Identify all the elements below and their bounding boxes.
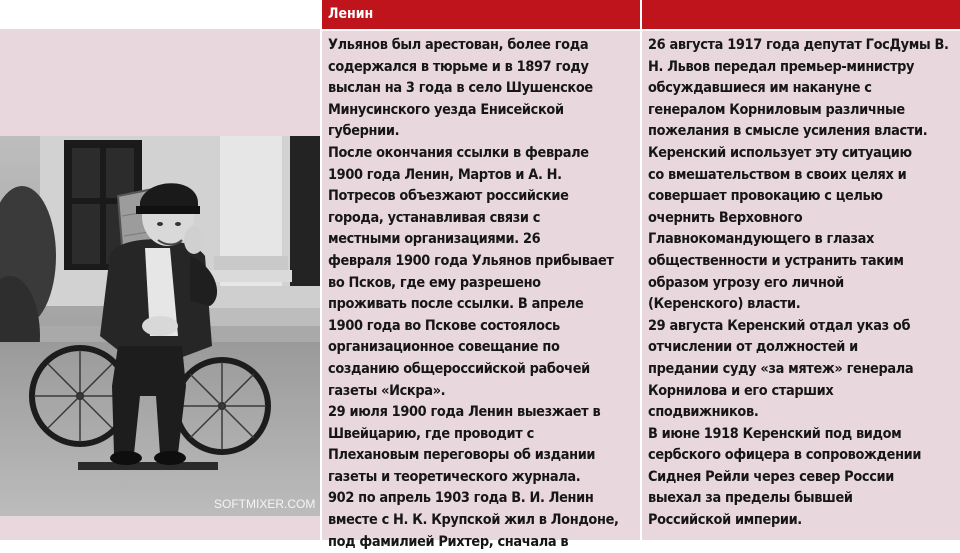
header-blank-cell (0, 0, 320, 29)
lenin-paragraph-arrest: Ульянов был арестован, более года содержался в тюрьме и в 1897 году выслан на 3 года в село Шушенское Минусинского уезда Енисейской губернии. (328, 37, 593, 140)
portrait-photo (0, 136, 320, 516)
lenin-text-cell (322, 31, 640, 550)
lenin-paragraph-switzerland: 29 июля 1900 года Ленин выезжает в Швейцарию, где проводит с Плехановым переговоры об издании газеты и теоретического журнала. 902 по апрель 1903 года В. И. Ленин вместе с Н. К. Крупской жил в Лондоне, под фамилией Рихтер, сначала в (328, 404, 619, 550)
kerensky-paragraph-august-26: 26 августа 1917 года депутат ГосДумы В. Н. Львов передал премьер-министру обсуждавшиеся им накануне с генералом Корниловым различные пожелания в смысле усиления власти. Керенский использует эту ситуацию со вмешательством в своих целях и совершает провокацию с целью очернить Верховного Главнокомандующего в глазах общественности и устранить таким образом угрозу его личной (Керенского) власти. (648, 37, 949, 313)
header-cell-empty (642, 0, 960, 29)
photo-watermark: SOFTMIXER.COM (214, 497, 316, 511)
kerensky-paragraph-august-29: 29 августа Керенский отдал указ об отчислении от должностей и предании суду «за мятеж» генерала Корнилова и его старших сподвижников. (648, 317, 914, 421)
photo-illustration (0, 136, 320, 516)
kerensky-paragraph-june-1918: В июне 1918 Керенский под видом сербского офицера в сопровождении Сиднея Рейли через север России выехал за пределы бывшей Российской империи. (648, 425, 922, 529)
kerensky-text-cell (642, 31, 960, 540)
lenin-paragraph-after-exile: После окончания ссылки в феврале 1900 года Ленин, Мартов и А. Н. Потресов объезжают российские города, устанавливая связи с местными организациями. 26 февраля 1900 года Ульянов прибывает во Псков, где ему разрешено проживать после ссылки. В апреле 1900 года во Пскове состоялось организационное совещание по созданию общероссийской рабочей газеты «Искра». (328, 144, 614, 399)
header-cell-lenin: Ленин (322, 0, 640, 29)
